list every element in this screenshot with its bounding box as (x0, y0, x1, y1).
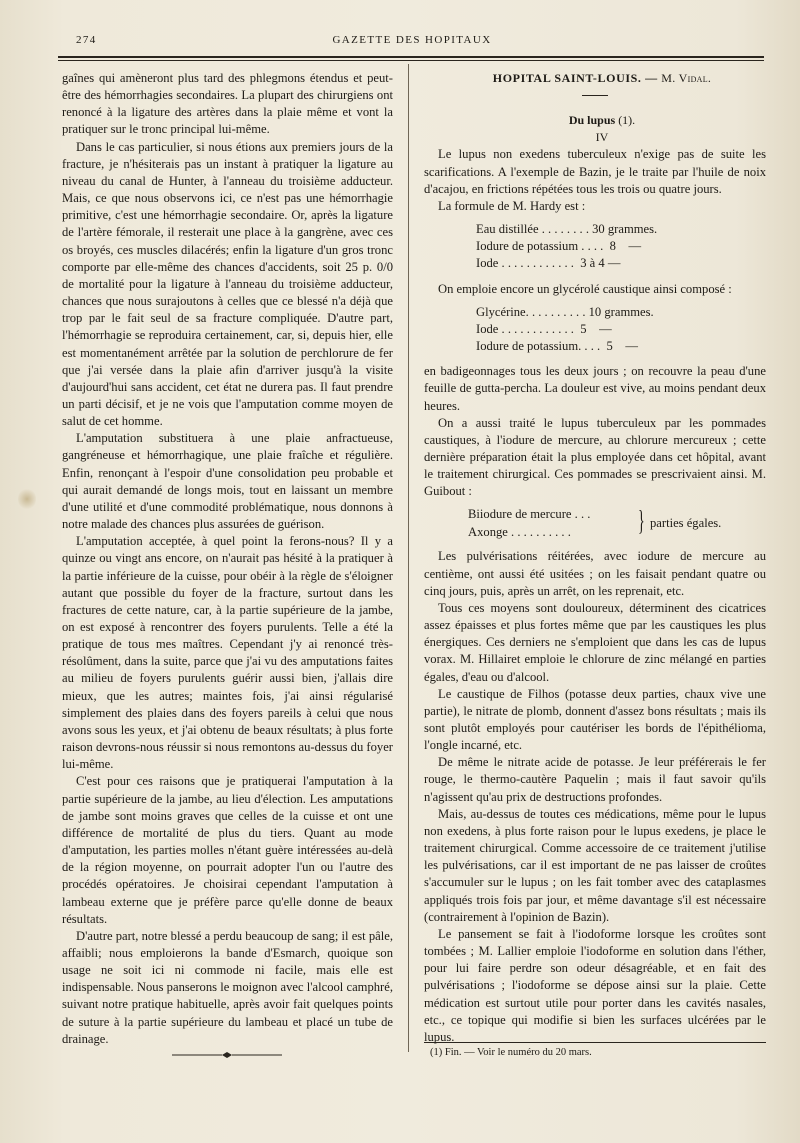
paragraph: On emploie encore un glycérolé caustique ainsi composé : (438, 281, 732, 296)
formula-line: Glycérine. . . . . . . . . . 10 grammes. (476, 304, 654, 319)
journal-title: GAZETTE DES HOPITAUX (332, 34, 492, 46)
formula-line: Eau distillée . . . . . . . . 30 grammes. (476, 222, 658, 237)
paragraph: Le pansement se fait à l'iodoforme lorsque les croûtes sont tombées ; M. Lallier emploie l'iodoforme en solution dans l'éther, pour lui faire perdre son odeur désagréable, et en fait des pulvérisations ; l'iodoforme se dépose ainsi sur la plaie. Cette médication est surtout utile pour porter dans les cavités nasales, etc., ce topique qui modifie si bien les surfaces ulcérées par le lupus. (424, 926, 766, 1044)
header-rule (58, 56, 764, 58)
end-of-article-ornament (172, 1050, 282, 1060)
formula-line: Iode . . . . . . . . . . . . 5 — (476, 321, 612, 336)
formula-hardy (424, 221, 766, 272)
header-rule-thin (58, 60, 764, 61)
section-number: IV (595, 130, 609, 145)
paragraph: Mais, au-dessus de toutes ces médications, même pour le lupus non exedens, à plus forte raison pour le lupus exedens, je place le traitement chirurgical. Comme accessoire de ce traitement j'utilise les pulvérisations, car il est important de ne pas laisser de croûtes s'accumuler sur le lupus ; on les fait tomber avec des cataplasmes appliqués trois fois par jour, et même davantage s'il est nécessaire (contrairement à l'opinion de Bazin). (424, 806, 766, 924)
page-header (54, 34, 770, 52)
footnote: (1) Fin. — Voir le numéro du 20 mars. (430, 1047, 592, 1058)
paragraph: gaînes qui amèneront plus tard des phlegmons étendus et peut-être des hémorrhagies secondaires. La plupart des chirurgiens ont renoncé à la ligature des artères dans la plaie même et vont la pratiquer sur le tronc principal lui-même. (62, 71, 393, 137)
paragraph: De même le nitrate acide de potasse. Je leur préférerais le fer rouge, le thermo-cautère Paquelin ; mais il faut savoir qu'ils n'agissent qu'au prix de destructions profondes. (424, 755, 766, 804)
paragraph: Le caustique de Filhos (potasse deux parties, chaux vive une partie), le nitrate de plomb, donnent d'assez bons résultats ; mais ils sont plutôt employés pour cautériser les bords de l'épithélioma, l'ongle incarné, etc. (424, 686, 766, 753)
paragraph: D'autre part, notre blessé a perdu beaucoup de sang; il est pâle, affaibli; nous emploierons la bande d'Esmarch, quoique son usage ne soit ici ni commode ni facile, mais elle est indispensable. Nous panserons le moignon avec l'alcool camphré, suivant notre pratique habituelle, après avoir fait quelques points de suture à la partie supérieure du lambeau et placé un tube de drainage. (62, 928, 393, 1046)
footnote-rule (424, 1042, 766, 1043)
formula-label: parties égales. (650, 516, 722, 531)
paragraph: en badigeonnages tous les deux jours ; on recouvre la peau d'une feuille de gutta-percha. La douleur est vive, au moins pendant deux heures. (424, 364, 766, 413)
paragraph: Tous ces moyens sont douloureux, déterminent des cicatrices assez épaisses et plus fortes même que par les caustiques les plus énergiques. Ces derniers ne s'emploient que dans les cas de lupus vorax. M. Hillairet emploie le chlorure de zinc mélangé en parties égales, d'eau ou d'alcool. (424, 600, 766, 684)
formula-guibout (424, 506, 766, 542)
left-column (62, 70, 393, 1048)
page-number: 274 (76, 34, 97, 46)
formula-line: Iode . . . . . . . . . . . . 3 à 4 — (476, 256, 621, 271)
hospital-author: M. Vidal. (661, 71, 712, 85)
paragraph: C'est pour ces raisons que je pratiquerai l'amputation à la partie supérieure de la jambe, au lieu d'élection. Les amputations de jambe sont moins graves que celles de la cuisse et ont une différence de mortalité de plus du tiers. Quant au mode d'amputation, les parties molles n'étant guère intéressées au-delà de la région moyenne, on pourrait adopter l'un ou l'autre des procédés opératoires. Je choisirai cependant l'amputation à lambeau externe que je préfère parce qu'elle donne de beaux résultats. (62, 774, 393, 926)
column-separator (408, 64, 409, 1052)
article-title (424, 112, 766, 129)
paragraph: L'amputation substituera à une plaie anfractueuse, gangréneuse et hémorrhagique, une plaie fraîche et régulière. Enfin, renonçant à l'espoir d'une consolidation peu probable et qui aurait demandé de longs mois, tout en laissant un membre d'une utilité et d'une commodité problématique, nous donnons à notre malade des chances plus assurées de guérison. (62, 431, 393, 532)
footnote-marker: (1). (618, 113, 636, 128)
formula-line: Axonge . . . . . . . . . . (468, 524, 571, 539)
formula-glycerole (424, 304, 766, 355)
brace-glyph: } (638, 506, 645, 538)
article-title-text: Du lupus (568, 113, 616, 128)
paragraph: On a aussi traité le lupus tuberculeux par les pommades caustiques, à l'iodure de mercure, au chlorure mercureux ; cette dernière préparation était la plus employée dans cet hôpital, avant le traitement chirurgical. Ces pommades se prescrivaient ainsi. M. Guibout : (424, 415, 766, 499)
paragraph: Dans le cas particulier, si nous étions aux premiers jours de la fracture, je n'hésiterais pas un instant à pratiquer la ligature au niveau du canal de Hunter, à l'anneau du troisième adducteur. Mais, ce que nous observons ici, ce n'est pas une hémorrhagie primitive, c'est une hémorrhagie secondaire. Or, après la ligature de l'artère fémorale, il resterait une place à la gangrène, avec ces os broyés, ces muscles dilacérés; enfin la ligature d'un gros tronc comporte par elle-même des chances d'accidents, soit 25 p. 0/0 de mortalité pour la ligature à l'anneau du troisième adducteur, chances que nous surajoutons à celles que ce blessé n'a déjà que trop par le fait seul de sa fracture compliquée. D'autre part, l'hémorrhagie se reproduira certainement, car, si, depuis hier, elle est momentanément arrêtée par la solution de perchlorure de fer que j'ai versée dans la plaie afin d'arriver jusqu'à la visite d'aujourd'hui sans accident, cet état ne durera pas. Il faut prendre un parti décisif, et je ne vois que l'amputation comme moyen de salut de cet homme. (62, 139, 393, 429)
paragraph: Les pulvérisations réitérées, avec iodure de mercure au centième, ont aussi été usitées ; on les faisait pendant quatre ou cinq jours, puis, après un arrêt, on les reprenait, etc. (424, 549, 766, 598)
formula-line: Iodure de potassium. . . . 5 — (476, 339, 638, 354)
right-column (424, 70, 766, 1046)
formula-line: Biiodure de mercure . . . (468, 507, 591, 522)
ink-stain (18, 488, 36, 510)
heading-rule (582, 95, 608, 96)
paragraph: L'amputation acceptée, à quel point la ferons-nous? Il y a quinze ou vingt ans encore, on n'aurait pas hésité à la pratiquer à la partie inférieure de la cuisse, pour obéir à la règle de s'éloigner autant que possible du foyer de la fracture, surtout dans les fractures de cette nature, car, à la partie supérieure de la jambe, on est exposé à rencontrer des foyers purulents. Telle a été la pratique de tous mes maîtres. Cependant j'y ai renoncé très-résolûment, dans la suite, parce que j'ai vu des amputations faites au milieu de foyers purulents guérir aussi bien, j'allais dire mieux, que les autres; maintes fois, j'ai ainsi régularisé simplement des plaies dans des foyers pareils à celui que nous avons sous les yeux, et j'ai obtenu de beaux résultats; à plus forte raison devrons-nous réussir si nous remontons au-dessus du foyer lui-même. (62, 534, 393, 772)
hospital-title: HOPITAL SAINT-LOUIS. — (492, 71, 658, 85)
hospital-heading (424, 70, 766, 87)
formula-line: Iodure de potassium . . . . 8 — (476, 239, 642, 254)
paragraph: Le lupus non exedens tuberculeux n'exige pas de suite les scarifications. A l'exemple de Bazin, je le traite par l'huile de noix d'acajou, en frictions répétées tous les trois ou quatre jours. (424, 147, 766, 196)
paragraph: La formule de M. Hardy est : (438, 198, 586, 213)
